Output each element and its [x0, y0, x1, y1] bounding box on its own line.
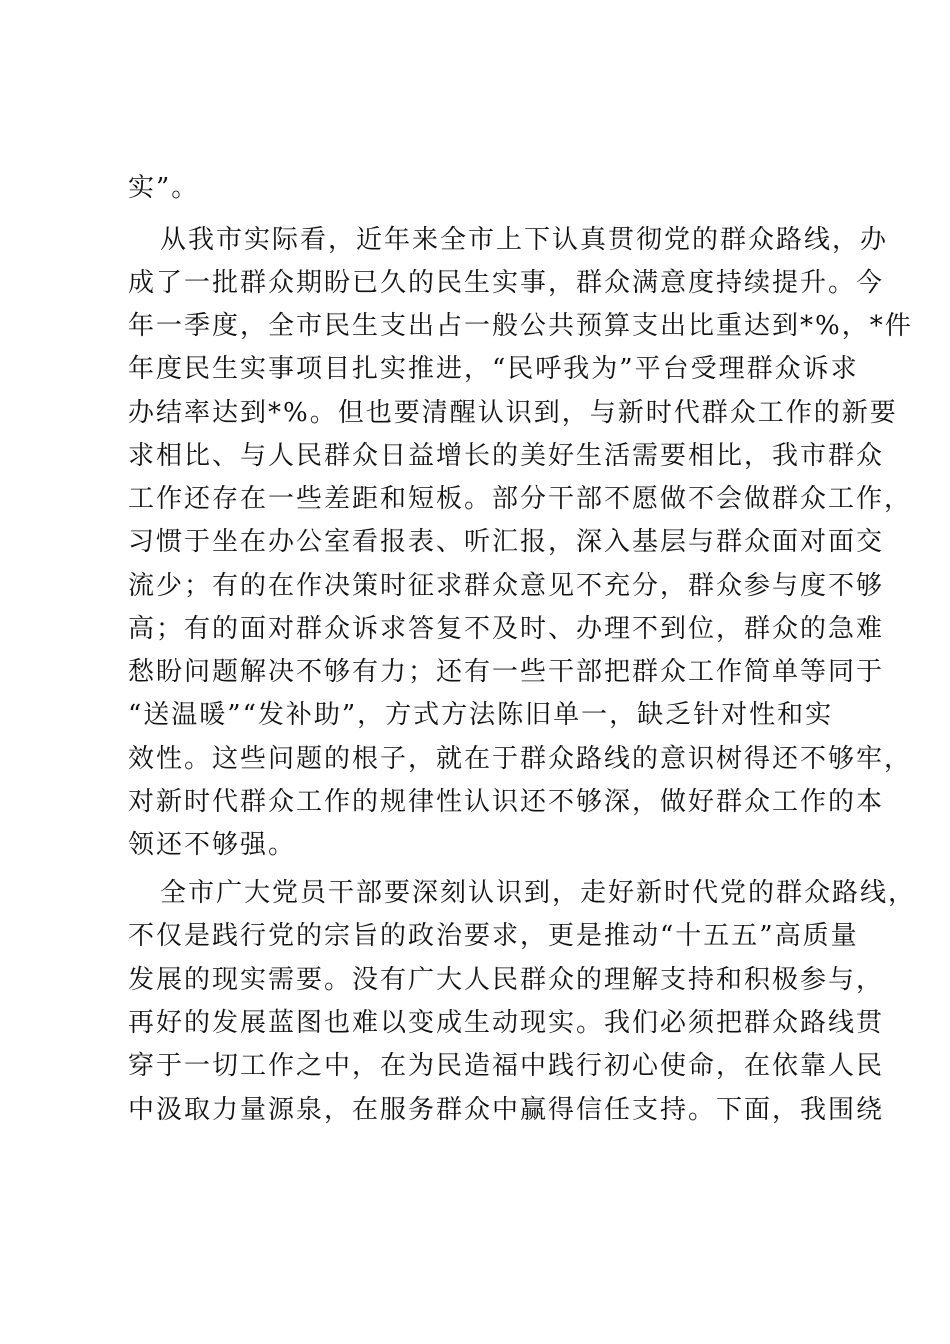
text-line: 年一季度，全市民生支出占一般公共预算支出比重达到*%，*件 — [128, 311, 913, 341]
text-line: 效性。这些问题的根子，就在于群众路线的意识树得还不够牢， — [128, 744, 913, 774]
text-line: 习惯于坐在办公室看报表、听汇报，深入基层与群众面对面交 — [128, 527, 885, 557]
text-line: “送温暖”“发补助”，方式方法陈旧单一，缺乏针对性和实 — [128, 700, 834, 730]
text-line: 工作还存在一些差距和短板。部分干部不愿做不会做群众工作， — [128, 484, 913, 514]
text-line: 流少；有的在作决策时征求群众意见不充分，群众参与度不够 — [128, 571, 885, 601]
text-line: 年度民生实事项目扎实推进，“民呼我为”平台受理群众诉求 — [128, 354, 859, 384]
paragraph-first-line: 从我市实际看，近年来全市上下认真贯彻党的群众路线，办 — [160, 225, 889, 255]
text-line: 愁盼问题解决不够有力；还有一些干部把群众工作简单等同于 — [128, 657, 885, 687]
text-line: 发展的现实需要。没有广大人民群众的理解支持和积极参与， — [128, 965, 885, 995]
text-line: 求相比、与人民群众日益增长的美好生活需要相比，我市群众 — [128, 441, 885, 471]
text-line: 再好的发展蓝图也难以变成生动现实。我们必须把群众路线贯 — [128, 1008, 885, 1038]
text-line: 穿于一切工作之中，在为民造福中践行初心使命，在依靠人民 — [128, 1051, 885, 1081]
text-line: 领还不够强。 — [128, 830, 297, 860]
text-line: 成了一批群众期盼已久的民生实事，群众满意度持续提升。今 — [128, 268, 885, 298]
text-line: 办结率达到*%。但也要清醒认识到，与新时代群众工作的新要 — [128, 398, 898, 428]
text-line: 中汲取力量源泉，在服务群众中赢得信任支持。下面，我围绕 — [128, 1095, 885, 1125]
text-line: 实”。 — [128, 173, 200, 203]
text-line: 对新时代群众工作的规律性认识还不够深，做好群众工作的本 — [128, 787, 885, 817]
paragraph-first-line: 全市广大党员干部要深刻认识到，走好新时代党的群众路线， — [160, 878, 917, 908]
text-line: 高；有的面对群众诉求答复不及时、办理不到位，群众的急难 — [128, 614, 885, 644]
text-line: 不仅是践行党的宗旨的政治要求，更是推动“十五五”高质量 — [128, 921, 859, 951]
